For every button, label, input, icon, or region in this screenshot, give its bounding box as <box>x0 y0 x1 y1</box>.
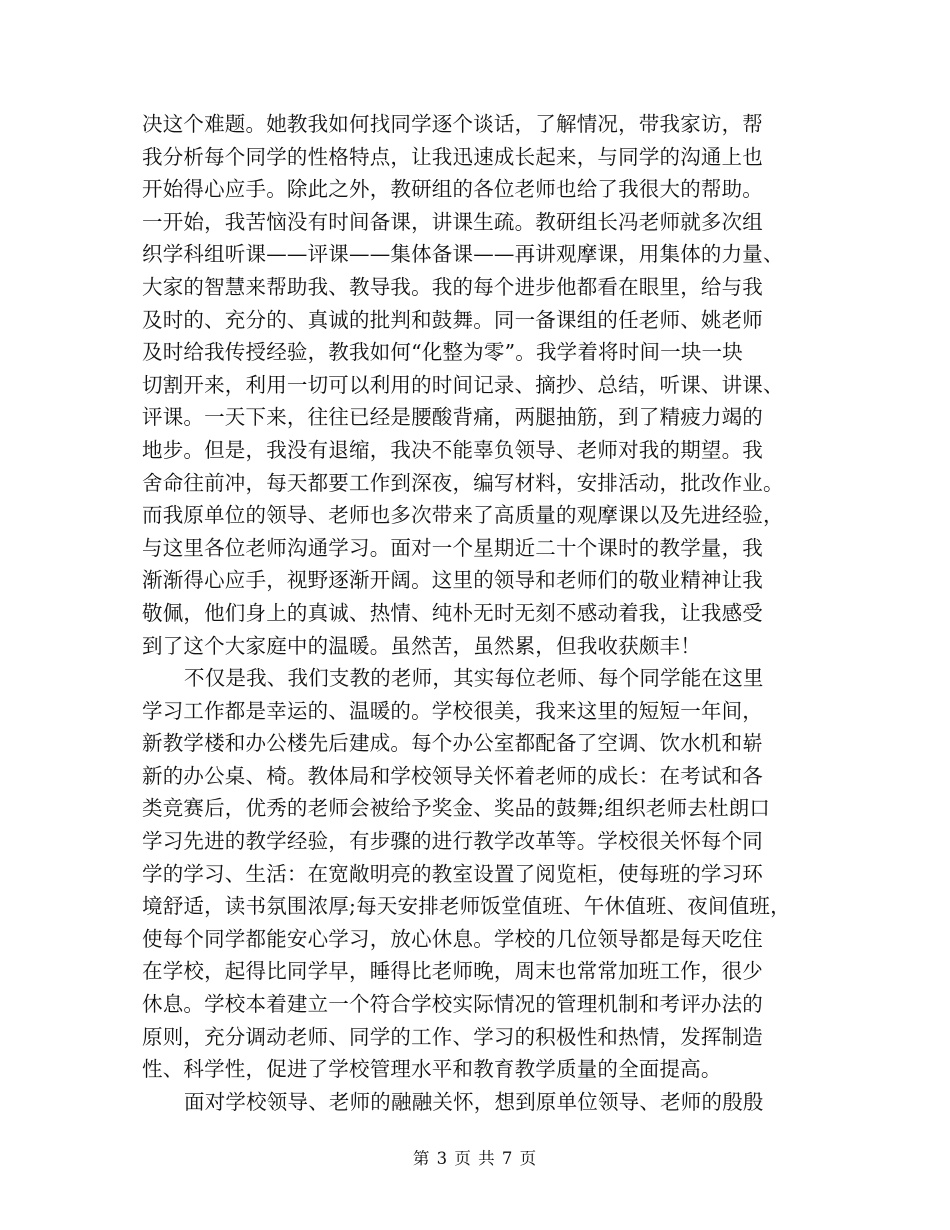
text-line: 一开始，我苦恼没有时间备课，讲课生疏。教研组长冯老师就多次组 <box>142 209 763 234</box>
text-line: 织学科组听课——评课——集体备课——再讲观摩课，用集体的力量、 <box>142 242 784 267</box>
text-line: 及时给我传授经验，教我如何“化整为零”。我学着将时间一块一块 <box>142 340 743 365</box>
text-line: 性、科学性，促进了学校管理水平和教育教学质量的全面提高。 <box>142 1057 722 1082</box>
text-line: 大家的智慧来帮助我、教导我。我的每个进步他都看在眼里，给与我 <box>142 274 763 299</box>
text-line: 学习先进的教学经验，有步骤的进行教学改革等。学校很关怀每个同 <box>142 829 763 854</box>
text-line: 我分析每个同学的性格特点，让我迅速成长起来，与同学的沟通上也 <box>142 144 763 169</box>
text-line: 切割开来，利用一切可以利用的时间记录、摘抄、总结，听课、讲课、 <box>142 372 784 397</box>
text-line: 评课。一天下来，往往已经是腰酸背痛，两腿抽筋，到了精疲力竭的 <box>142 405 763 430</box>
text-line: 面对学校领导、老师的融融关怀，想到原单位领导、老师的殷殷 <box>184 1089 764 1114</box>
body-text <box>142 108 822 1118</box>
text-line: 休息。学校本着建立一个符合学校实际情况的管理机制和考评办法的 <box>142 992 763 1017</box>
text-line: 及时的、充分的、真诚的批判和鼓舞。同一备课组的任老师、姚老师 <box>142 307 763 332</box>
text-line: 学习工作都是幸运的、温暖的。学校很美，我来这里的短短一年间， <box>142 698 763 723</box>
text-line: 地步。但是，我没有退缩，我决不能辜负领导、老师对我的期望。我 <box>142 437 763 462</box>
text-line: 新的办公桌、椅。教体局和学校领导关怀着老师的成长：在考试和各 <box>142 763 763 788</box>
text-line: 舍命往前冲，每天都要工作到深夜，编写材料，安排活动，批改作业。 <box>142 470 784 495</box>
text-line: 而我原单位的领导、老师也多次带来了高质量的观摩课以及先进经验， <box>142 503 784 528</box>
text-line: 境舒适，读书氛围浓厚;每天安排老师饭堂值班、午休值班、夜间值班， <box>142 894 791 919</box>
text-line: 与这里各位老师沟通学习。面对一个星期近二十个课时的教学量，我 <box>142 535 763 560</box>
text-line: 到了这个大家庭中的温暖。虽然苦，虽然累，但我收获颇丰！ <box>142 633 701 658</box>
text-line: 学的学习、生活：在宽敞明亮的教室设置了阅览柜，使每班的学习环 <box>142 861 763 886</box>
text-line: 决这个难题。她教我如何找同学逐个谈话，了解情况，带我家访，帮 <box>142 112 763 136</box>
page-number-footer: 第 3 页 共 7 页 <box>412 1149 538 1168</box>
text-line: 敬佩，他们身上的真诚、热情、纯朴无时无刻不感动着我，让我感受 <box>142 600 763 625</box>
text-line: 在学校，起得比同学早，睡得比老师晚，周末也常常加班工作，很少 <box>142 959 763 984</box>
text-line: 类竞赛后，优秀的老师会被给予奖金、奖品的鼓舞;组织老师去杜朗口 <box>142 796 771 821</box>
text-line: 开始得心应手。除此之外，教研组的各位老师也给了我很大的帮助。 <box>142 177 763 202</box>
text-line: 渐渐得心应手，视野逐渐开阔。这里的领导和老师们的敬业精神让我 <box>142 568 763 593</box>
text-line: 不仅是我、我们支教的老师，其实每位老师、每个同学能在这里 <box>184 666 764 691</box>
text-line: 使每个同学都能安心学习，放心休息。学校的几位领导都是每天吃住 <box>142 926 763 951</box>
text-line: 原则，充分调动老师、同学的工作、学习的积极性和热情，发挥制造 <box>142 1024 763 1049</box>
text-line: 新教学楼和办公楼先后建成。每个办公室都配备了空调、饮水机和崭 <box>142 731 763 756</box>
